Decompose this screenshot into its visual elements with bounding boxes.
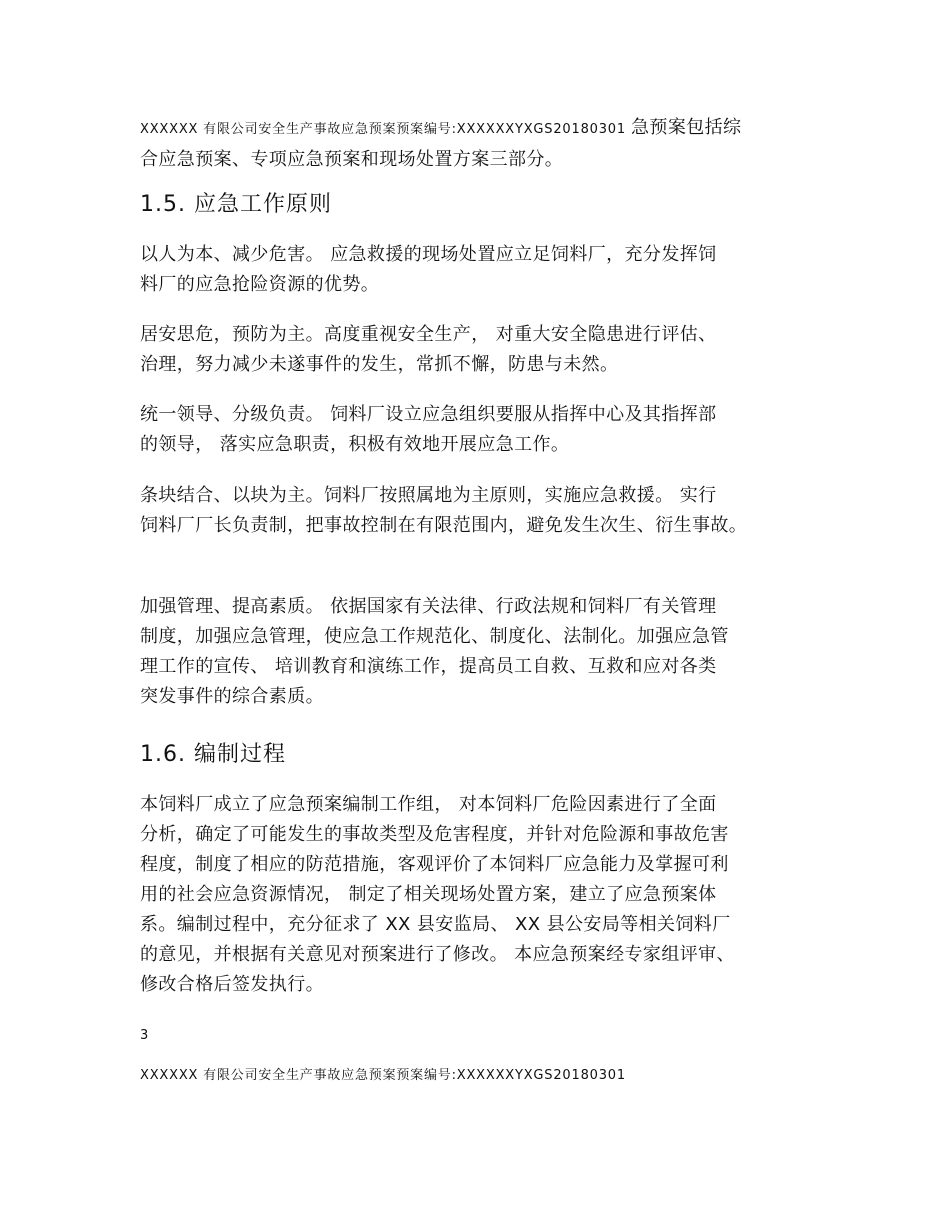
paragraph-line: 居安思危，预防为主。高度重视安全生产， 对重大安全隐患进行评估、 — [140, 324, 717, 345]
paragraph-line: 饲料厂厂长负责制，把事故控制在有限范围内，避免发生次生、衍生事故。 — [140, 515, 748, 536]
section-heading-1-5: 1.5. 应急工作原则 — [140, 192, 332, 217]
header-line — [140, 113, 830, 145]
paragraph-line: 统一领导、分级负责。 饲料厂设立应急组织要服从指挥中心及其指挥部 — [140, 404, 717, 425]
paragraph-line: 分析，确定了可能发生的事故类型及危害程度，并针对危险源和事故危害 — [140, 824, 729, 845]
paragraph-line: 本饲料厂成立了应急预案编制工作组， 对本饲料厂危险因素进行了全面 — [140, 794, 717, 815]
paragraph-line: 制度，加强应急管理，使应急工作规范化、制度化、法制化。加强应急管 — [140, 626, 729, 647]
header-continuation — [140, 113, 830, 175]
paragraph-line: 程度，制度了相应的防范措施，客观评价了本饲料厂应急能力及掌握可利 — [140, 854, 729, 875]
paragraph-line: 修改合格后签发执行。 — [140, 974, 324, 995]
paragraph-line: 条块结合、以块为主。饲料厂按照属地为主原则，实施应急救援。 实行 — [140, 485, 717, 506]
footer-doc-ref: XXXXXX 有限公司安全生产事故应急预案预案编号:XXXXXXYXGS20180301 — [140, 1068, 626, 1083]
page-number: 3 — [140, 1028, 149, 1043]
paragraph-line: 料厂的应急抢险资源的优势。 — [140, 274, 380, 295]
paragraph-compilation-process — [140, 790, 830, 1000]
header-doc-ref: XXXXXX 有限公司安全生产事故应急预案预案编号:XXXXXXYXGS20180301 — [140, 122, 626, 137]
paragraph-prevention — [140, 320, 830, 380]
paragraph-line: 加强管理、提高素质。 依据国家有关法律、行政法规和饲料厂有关管理 — [140, 596, 717, 617]
paragraph-line: 突发事件的综合素质。 — [140, 686, 324, 707]
paragraph-line: 的领导， 落实应急职责，积极有效地开展应急工作。 — [140, 434, 570, 455]
paragraph-line: 治理，努力减少未遂事件的发生，常抓不懈，防患与未然。 — [140, 354, 619, 375]
paragraph-management-quality — [140, 592, 830, 712]
continuation-tail: 急预案包括综 — [631, 117, 742, 138]
section-heading-1-6: 1.6. 编制过程 — [140, 742, 286, 767]
paragraph-line: 的意见，并根据有关意见对预案进行了修改。 本应急预案经专家组评审、 — [140, 944, 735, 965]
paragraph-line: 用的社会应急资源情况， 制定了相关现场处置方案，建立了应急预案体 — [140, 884, 717, 905]
continuation-line: 合应急预案、专项应急预案和现场处置方案三部分。 — [140, 149, 564, 170]
paragraph-line: 系。编制过程中，充分征求了 XX 县安监局、 XX 县公安局等相关饲料厂 — [140, 914, 731, 935]
paragraph-local-priority — [140, 481, 830, 541]
paragraph-unified-leadership — [140, 400, 830, 460]
paragraph-people-first — [140, 240, 830, 300]
paragraph-line: 以人为本、减少危害。 应急救援的现场处置应立足饲料厂，充分发挥饲 — [140, 244, 717, 265]
paragraph-line: 理工作的宣传、 培训教育和演练工作，提高员工自救、互救和应对各类 — [140, 656, 717, 677]
